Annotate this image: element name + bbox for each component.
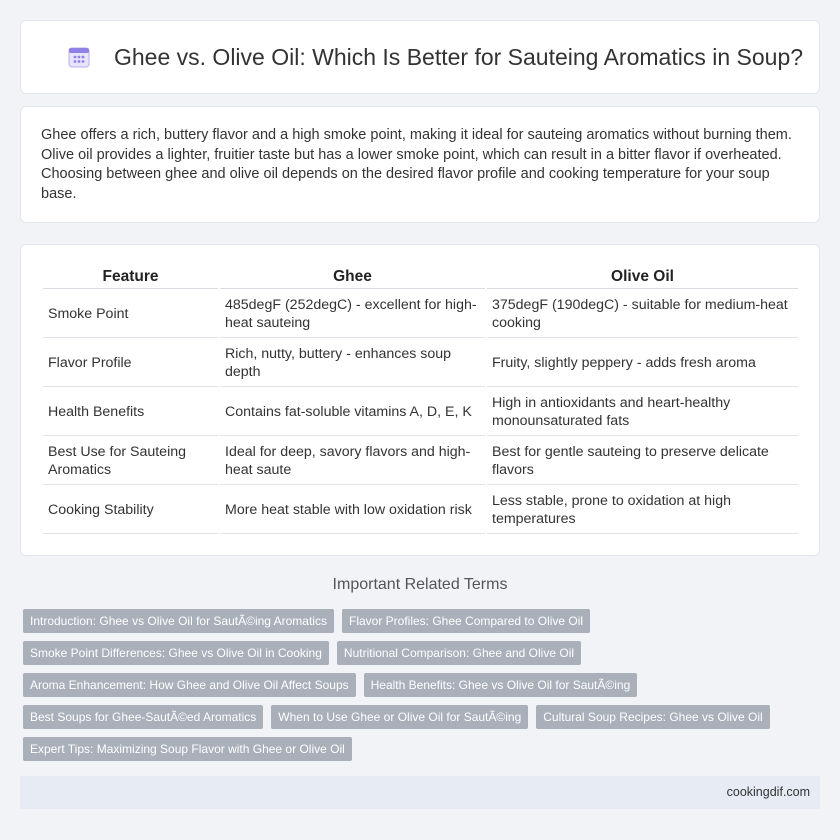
- table-cell: Smoke Point: [43, 291, 218, 338]
- table-row: [43, 340, 798, 387]
- table-cell: Contains fat-soluble vitamins A, D, E, K: [220, 389, 485, 436]
- table-cell: Best for gentle sauteing to preserve delicate flavors: [487, 438, 798, 485]
- table-cell: Less stable, prone to oxidation at high temperatures: [487, 487, 798, 534]
- table-cell: Flavor Profile: [43, 340, 218, 387]
- related-term-tag[interactable]: Smoke Point Differences: Ghee vs Olive Oil in Cooking: [23, 641, 329, 665]
- footer: [20, 776, 820, 809]
- related-term-tag[interactable]: Introduction: Ghee vs Olive Oil for SautÃ©ing Aromatics: [23, 609, 334, 633]
- related-term-tag[interactable]: When to Use Ghee or Olive Oil for SautÃ©ing: [271, 705, 528, 729]
- calendar-grid-icon: [67, 45, 91, 69]
- table-cell: More heat stable with low oxidation risk: [220, 487, 485, 534]
- table-cell: Cooking Stability: [43, 487, 218, 534]
- table-cell: High in antioxidants and heart-healthy monounsaturated fats: [487, 389, 798, 436]
- related-term-tag[interactable]: Cultural Soup Recipes: Ghee vs Olive Oil: [536, 705, 769, 729]
- intro-text: Ghee offers a rich, buttery flavor and a high smoke point, making it ideal for sauteing aromatics without burning them. Olive oil provides a lighter, fruitier taste but has a lower smoke point, which can result in a bitter flavor if overheated. Choosing between ghee and olive oil depends on the desired flavor profile and cooking temperature for your soup base.: [41, 127, 792, 202]
- related-term-tag[interactable]: Expert Tips: Maximizing Soup Flavor with Ghee or Olive Oil: [23, 737, 352, 761]
- related-terms-list: [23, 609, 803, 761]
- comparison-card: [20, 244, 820, 556]
- related-terms-title: Important Related Terms: [332, 576, 508, 593]
- table-cell: Best Use for Sauteing Aromatics: [43, 438, 218, 485]
- table-cell: Rich, nutty, buttery - enhances soup depth: [220, 340, 485, 387]
- table-cell: Health Benefits: [43, 389, 218, 436]
- table-cell: Ideal for deep, savory flavors and high-heat saute: [220, 438, 485, 485]
- related-term-tag[interactable]: Nutritional Comparison: Ghee and Olive Oil: [337, 641, 581, 665]
- related-term-tag[interactable]: Aroma Enhancement: How Ghee and Olive Oil Affect Soups: [23, 673, 356, 697]
- related-term-tag[interactable]: Flavor Profiles: Ghee Compared to Olive Oil: [342, 609, 590, 633]
- table-row: [43, 487, 798, 534]
- comparison-table: [41, 264, 800, 536]
- table-row: [43, 438, 798, 485]
- header-ghee: Ghee: [220, 266, 485, 289]
- table-cell: 375degF (190degC) - suitable for medium-heat cooking: [487, 291, 798, 338]
- table-cell: Fruity, slightly peppery - adds fresh aroma: [487, 340, 798, 387]
- table-row: [43, 389, 798, 436]
- table-header-row: [43, 266, 798, 289]
- page-title: Ghee vs. Olive Oil: Which Is Better for Sauteing Aromatics in Soup?: [114, 43, 804, 70]
- intro-card: [20, 106, 820, 223]
- table-cell: 485degF (252degC) - excellent for high-heat sauteing: [220, 291, 485, 338]
- related-term-tag[interactable]: Health Benefits: Ghee vs Olive Oil for SautÃ©ing: [364, 673, 638, 697]
- table-row: [43, 291, 798, 338]
- header-feature: Feature: [43, 266, 218, 289]
- footer-site-link[interactable]: cookingdif.com: [726, 785, 810, 799]
- related-term-tag[interactable]: Best Soups for Ghee-SautÃ©ed Aromatics: [23, 705, 263, 729]
- header-card: [20, 20, 820, 94]
- header-olive-oil: Olive Oil: [487, 266, 798, 289]
